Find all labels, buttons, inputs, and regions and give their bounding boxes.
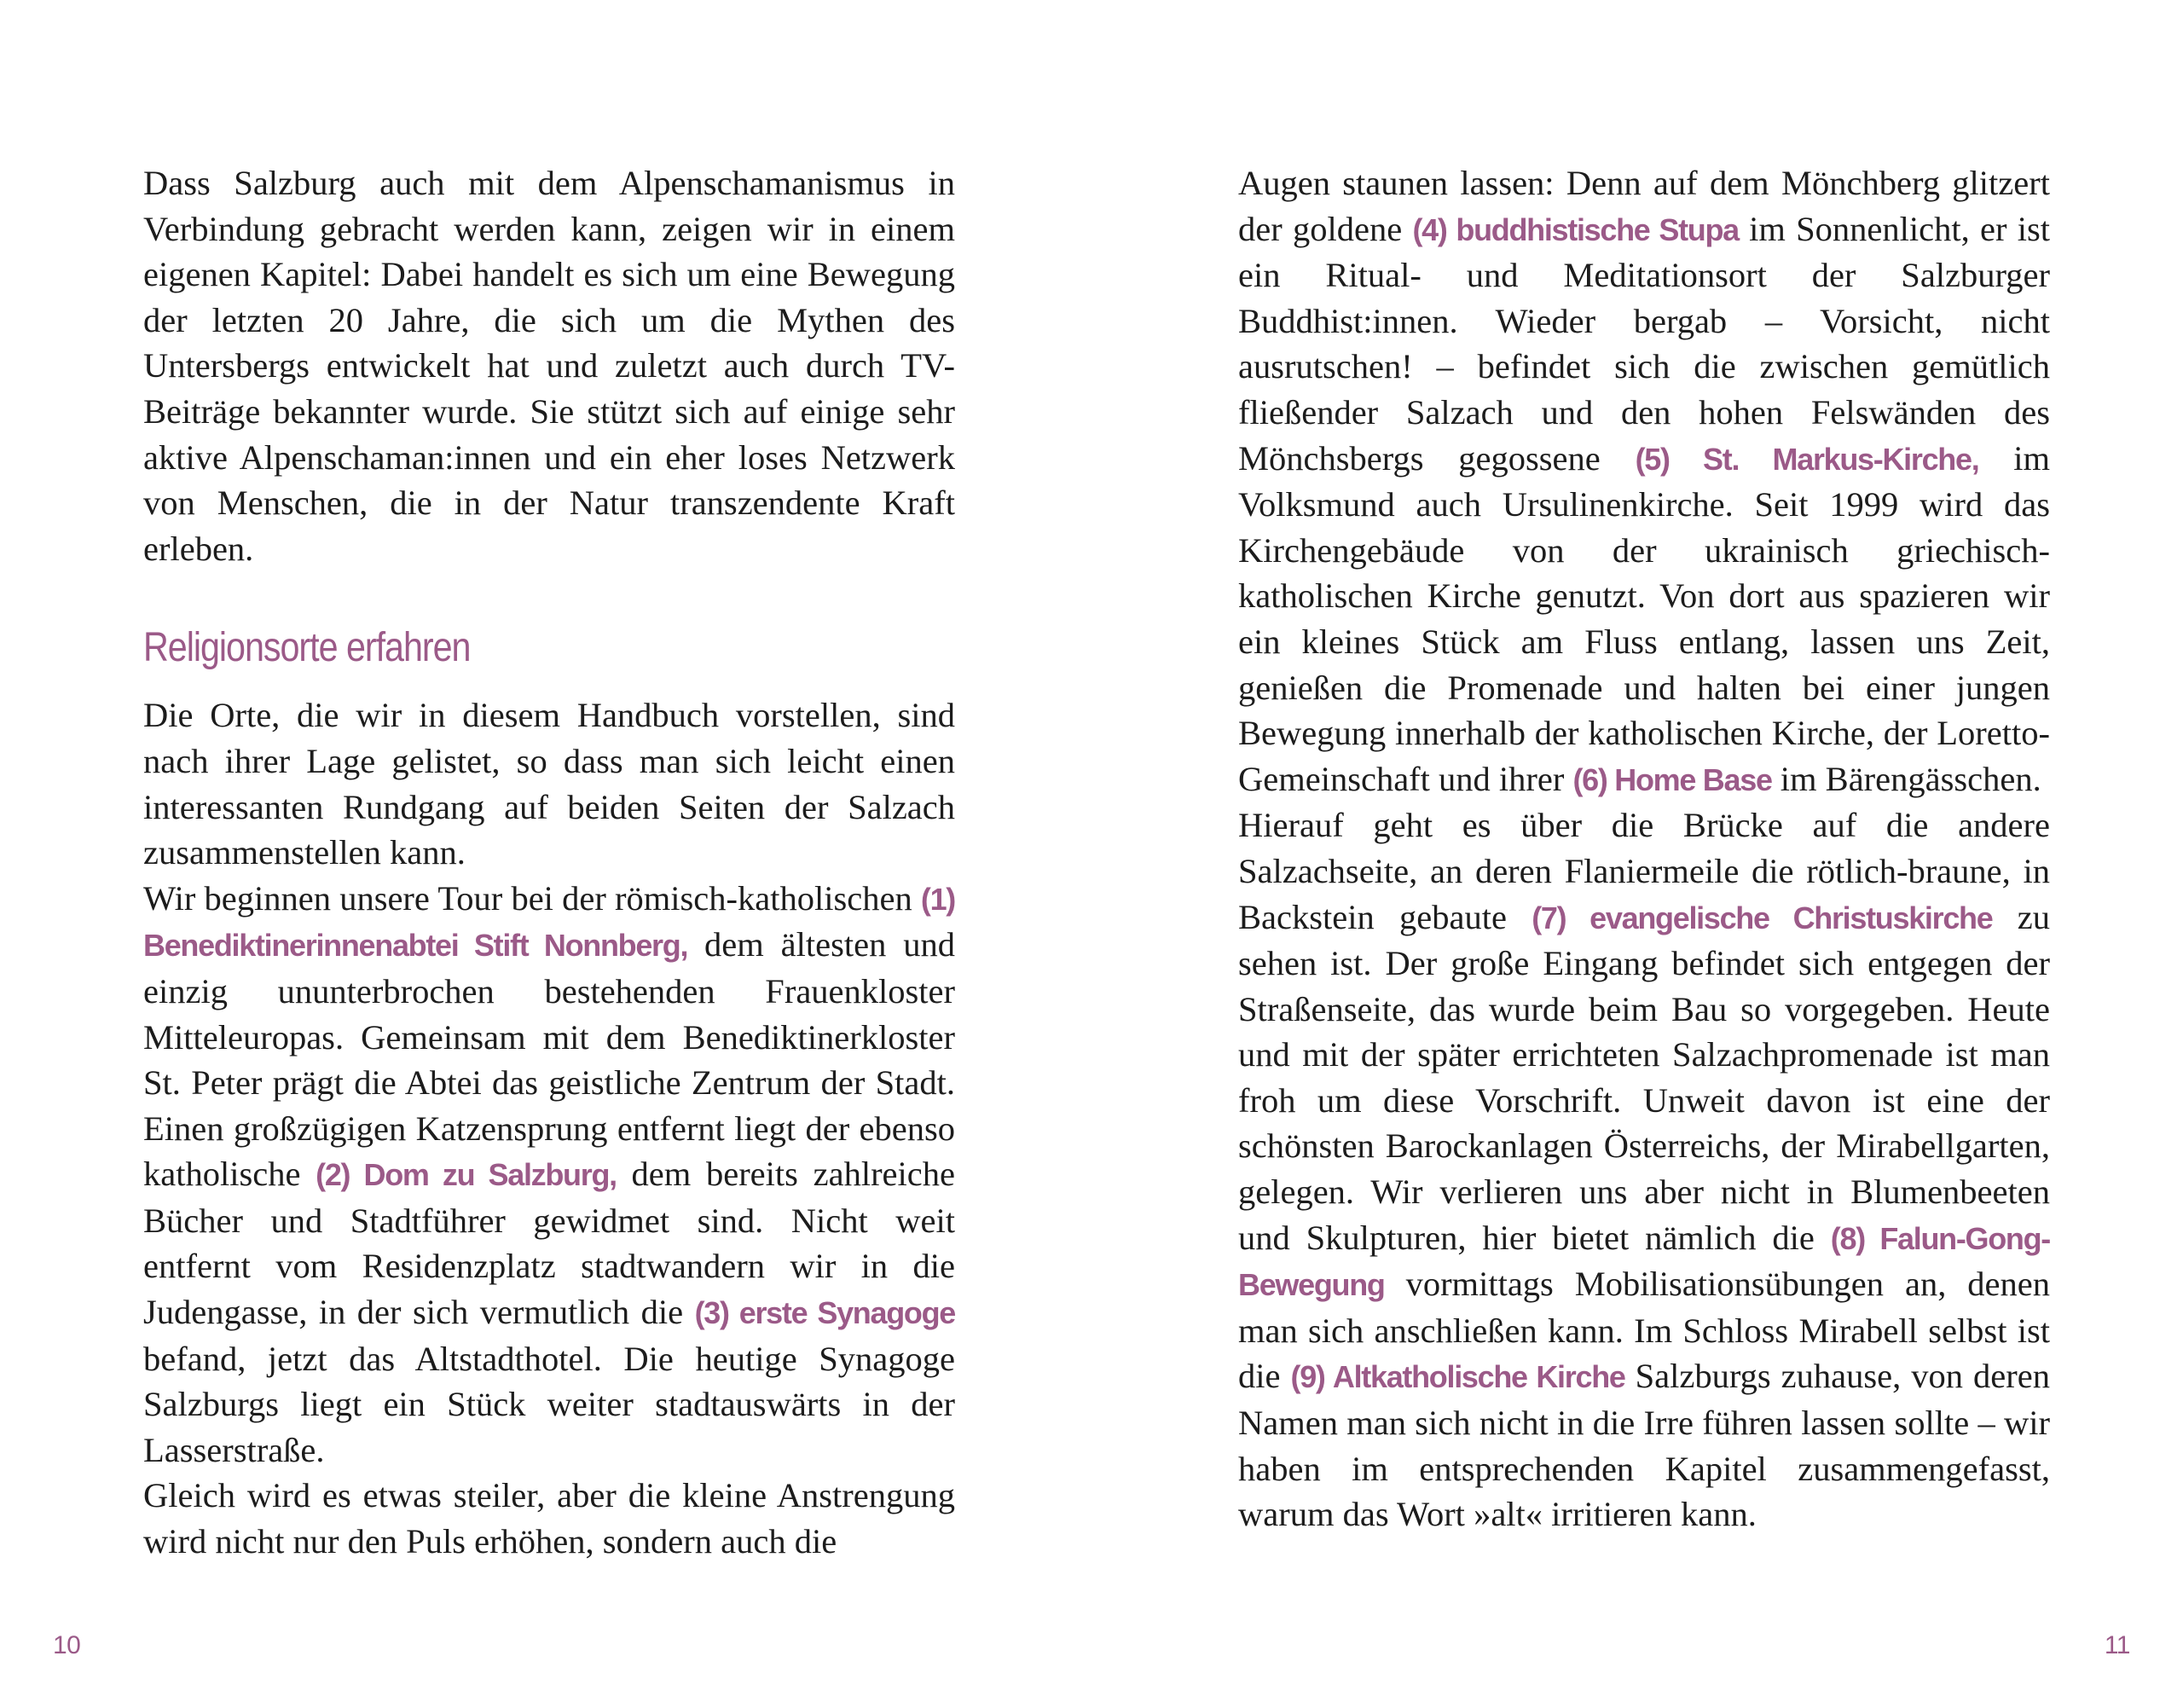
- place-reference-3: (3) erste Synagoge: [694, 1295, 956, 1331]
- place-reference-1: (1) Benediktinerinnenabtei Stift Nonnberg,: [143, 881, 955, 964]
- body-text: vormittags Mobilisationsübungen an, denen man sich anschließen kann. Im Schloss Mirabell selbst ist die: [1238, 1265, 2050, 1396]
- left-text-column: [143, 160, 955, 1565]
- place-reference-9: (9) Altkatholische Kirche: [1290, 1359, 1625, 1395]
- place-reference-4: (4) buddhistische Stupa: [1412, 211, 1739, 247]
- body-text: Salzburgs zuhause, von deren Namen man sich nicht in die Irre führen lassen sollte – wir haben im entsprechenden Kapitel zusammengefasst, warum das Wort »alt« irritieren kann.: [1238, 1357, 2050, 1534]
- body-text: Augen staunen lassen: Denn auf dem Mönchberg glitzert der goldene: [1238, 164, 2050, 248]
- place-reference-7: (7) evangelische Christuskirche: [1532, 900, 1993, 935]
- page-number: 10: [53, 1631, 81, 1659]
- body-text: dem ältesten und einzig ununterbrochen bestehenden Frauenkloster Mitteleuropas. Gemeinsam mit dem Benediktinerkloster St. Peter prägt die Abtei das geistliche Zentrum der Stadt. Einen großzügigen Katzensprung entfernt liegt der ebenso katholische: [143, 925, 955, 1194]
- intro-paragraph: Dass Salzburg auch mit dem Alpenschamanismus in Verbindung gebracht werden kann, zeigen wir in einem eigenen Kapitel: Dabei handelt es sich um eine Bewegung der letzten 20 Jahre, die sich um die Mythen des Untersbergs entwickelt hat und zuletzt auch durch TV-Beiträge bekannter wurde. Sie stützt sich auf einige sehr aktive Alpenschaman:innen und ein eher loses Netzwerk von Menschen, die in der Natur transzendente Kraft erleben.: [143, 164, 955, 568]
- right-page: [1092, 0, 2183, 1708]
- body-text: dem bereits zahlreiche Bücher und Stadtführer gewidmet sind. Nicht weit entfernt vom Residenzplatz stadtwandern wir in die Judengasse, in der sich vermutlich die: [143, 1155, 955, 1332]
- body-text: im Sonnenlicht, er ist ein Ritual- und Meditationsort der Salzburger Buddhist:innen. Wieder bergab – Vorsicht, nicht ausrutschen! – befindet sich die zwischen gemütlich fließender Salzach und den hohen Felswänden des Mönchsbergs gegossene: [1238, 209, 2051, 478]
- body-text: im Volksmund auch Ursulinenkirche. Seit 1999 wird das Kirchengebäude von der ukrainisch griechisch-katholischen Kirche genutzt. Von dort aus spazieren wir ein kleines Stück am Fluss entlang, lassen uns Zeit, genießen die Promenade und halten bei einer jungen Bewegung innerhalb der katholischen Kirche, der Loretto-Gemeinschaft und ihrer: [1238, 438, 2050, 798]
- place-reference-6: (6) Home Base: [1572, 761, 1772, 797]
- place-reference-5: (5) St. Markus-Kirche,: [1635, 441, 1979, 477]
- right-text-column: [1238, 160, 2050, 1537]
- place-reference-2: (2) Dom zu Salzburg,: [316, 1157, 617, 1193]
- place-reference-8: (8) Falun-Gong-Bewegung: [1238, 1220, 2050, 1303]
- body-text: Hierauf geht es über die Brücke auf die andere Salzachseite, an deren Flaniermeile die rötlich-braune, in Backstein gebaute: [1238, 806, 2050, 936]
- body-paragraph: [143, 876, 955, 1474]
- body-text: zu sehen ist. Der große Eingang befindet sich entgegen der Straßenseite, das wurde beim Bau so vorgegeben. Heute und mit der später errichteten Salzachpromenade ist man froh um diese Vorschrift. Unweit davon ist eine der schönsten Barockanlagen Österreichs, der Mirabellgarten, gelegen. Wir verlieren uns aber nicht in Blumenbeeten und Skulpturen, hier bietet nämlich die: [1238, 897, 2050, 1257]
- page-number: 11: [2104, 1631, 2130, 1659]
- body-paragraph: [1238, 160, 2050, 802]
- body-paragraph: Gleich wird es etwas steiler, aber die kleine Anstrengung wird nicht nur den Puls erhöhen, sondern auch die: [143, 1476, 955, 1561]
- body-text: befand, jetzt das Altstadthotel. Die heutige Synagoge Salzburgs liegt ein Stück weiter stadtauswärts in der Lasserstraße.: [143, 1339, 955, 1469]
- body-paragraph: [1238, 802, 2050, 1537]
- body-paragraph: Die Orte, die wir in diesem Handbuch vorstellen, sind nach ihrer Lage gelistet, so dass man sich leicht einen interessanten Rundgang auf beiden Seiten der Salzach zusammenstellen kann.: [143, 696, 955, 872]
- body-text: Wir beginnen unsere Tour bei der römisch-katholischen: [143, 878, 921, 918]
- section-heading: Religionsorte erfahren: [143, 625, 471, 671]
- body-text: im Bärengässchen.: [1771, 759, 2041, 798]
